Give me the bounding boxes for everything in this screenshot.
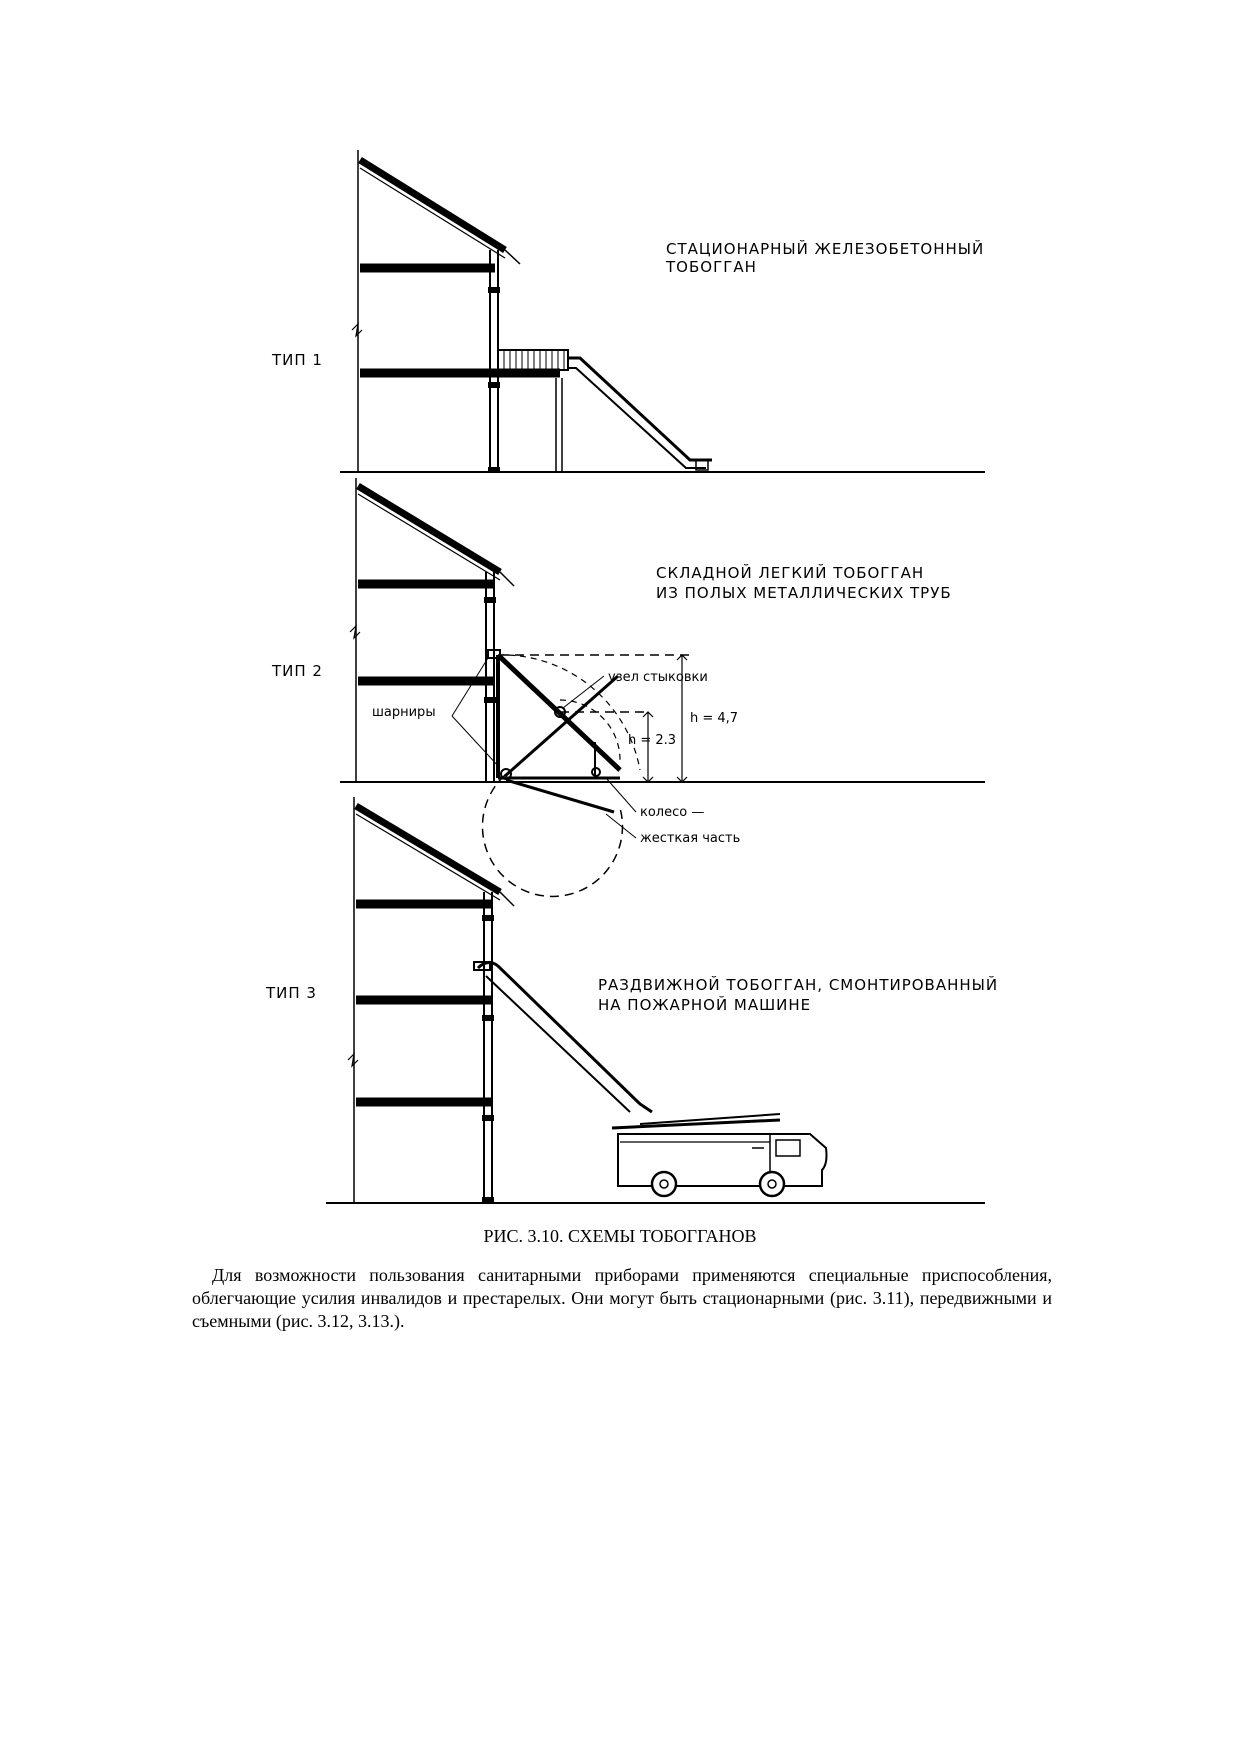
- type3-label: ТИП 3: [266, 984, 317, 1002]
- rigid-part-label: жесткая часть: [640, 831, 741, 846]
- wheel-label: колесо —: [640, 805, 705, 820]
- type1-desc-line1: СТАЦИОНАРНЫЙ ЖЕЛЕЗОБЕТОННЫЙ: [666, 240, 985, 258]
- type1-desc-line2: ТОБОГГАН: [666, 258, 757, 276]
- body-paragraph: Для возможности пользования санитарными приборами применяются специальные приспособления, облегчающие усилия инвалидов и престарелых. Они могут быть стационарными (рис. 3.11), передвижными и съемными (рис. 3.12, 3.13.).: [192, 1265, 1052, 1331]
- docking-node-label: узел стыковки: [608, 670, 708, 685]
- height-lower-label: h = 2.3: [628, 733, 677, 748]
- figure-caption: РИС. 3.10. СХЕМЫ ТОБОГГАНОВ: [483, 1226, 757, 1246]
- type2-desc-line2: ИЗ ПОЛЫХ МЕТАЛЛИЧЕСКИХ ТРУБ: [656, 584, 952, 602]
- height-upper-label: h = 4,7: [690, 711, 739, 726]
- hinges-label: шарниры: [372, 705, 436, 720]
- type3-desc-line2: НА ПОЖАРНОЙ МАШИНЕ: [598, 996, 812, 1014]
- type2-label: ТИП 2: [272, 662, 323, 680]
- type1-diagram: [340, 150, 985, 472]
- type1-label: ТИП 1: [272, 351, 323, 369]
- type2-desc-line1: СКЛАДНОЙ ЛЕГКИЙ ТОБОГГАН: [656, 564, 925, 582]
- type3-desc-line1: РАЗДВИЖНОЙ ТОБОГГАН, СМОНТИРОВАННЫЙ: [598, 976, 999, 994]
